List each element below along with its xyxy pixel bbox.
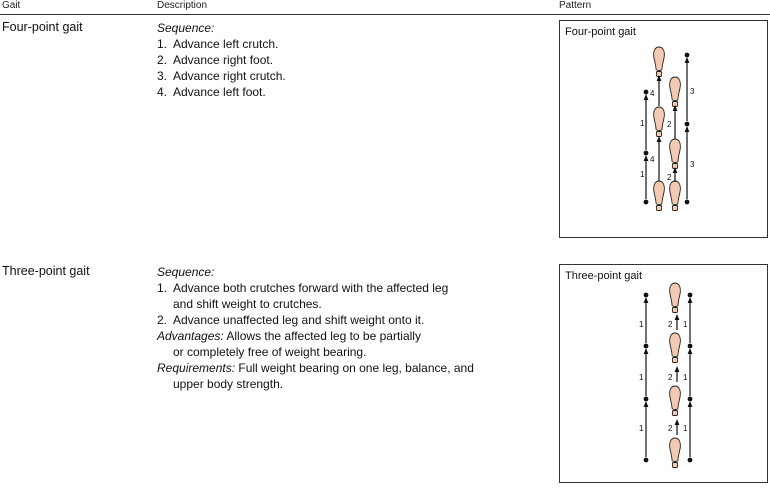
step-label: 2 (667, 173, 672, 182)
four-point-pattern-svg (560, 21, 767, 237)
left-foot-print (654, 107, 665, 137)
crutch-point (688, 458, 693, 463)
right-foot-print (670, 181, 681, 211)
description-four-point (157, 20, 547, 100)
crutch-point (644, 344, 649, 349)
advantages-text: Allows the affected leg to be partially (226, 329, 421, 343)
crutch-point (688, 344, 693, 349)
advantages-block (157, 328, 547, 344)
advantages-label: Advantages: (157, 329, 224, 343)
step-label: 1 (640, 170, 645, 179)
step-label: 1 (683, 320, 688, 329)
step-item (157, 280, 547, 312)
column-header-gait: Gait (2, 0, 21, 11)
gait-name-four-point: Four-point gait (2, 20, 83, 34)
column-header-description: Description (157, 0, 208, 11)
foot-print (670, 386, 681, 416)
sequence-label: Sequence: (157, 21, 215, 35)
step-label: 4 (650, 89, 655, 98)
step-number: 1. (157, 37, 168, 51)
step-item (157, 52, 547, 68)
step-number: 4. (157, 85, 168, 99)
crutch-point (644, 293, 649, 298)
description-three-point (157, 264, 547, 392)
gait-name-three-point: Three-point gait (2, 264, 90, 278)
header-rule (0, 14, 770, 15)
step-label: 4 (650, 155, 655, 164)
step-label: 2 (668, 373, 673, 382)
pattern-diagram-three-point (559, 264, 768, 483)
crutch-point (644, 151, 649, 156)
crutch-point (685, 53, 690, 58)
crutch-point (644, 397, 649, 402)
step-text: Advance unaffected leg and shift weight onto it. (173, 313, 425, 327)
pattern-title: Four-point gait (565, 26, 636, 38)
step-label: 3 (690, 87, 695, 96)
crutch-point (644, 200, 649, 205)
crutch-point (685, 200, 690, 205)
step-label: 1 (683, 373, 688, 382)
step-label: 1 (639, 320, 644, 329)
crutch-point (688, 397, 693, 402)
pattern-diagram-four-point (559, 20, 768, 238)
crutch-point (644, 90, 649, 95)
foot-print (670, 438, 681, 468)
step-label: 2 (668, 320, 673, 329)
step-text: Advance both crutches forward with the affected leg (173, 281, 449, 295)
step-text: Advance left crutch. (173, 37, 279, 51)
requirements-block (157, 360, 547, 376)
crutch-point (685, 122, 690, 127)
left-foot-print (654, 47, 665, 77)
step-text: Advance right crutch. (173, 69, 286, 83)
step-item (157, 68, 547, 84)
three-point-pattern-svg (560, 265, 767, 482)
step-number: 1. (157, 281, 168, 295)
sequence-label: Sequence: (157, 265, 215, 279)
column-header-pattern: Pattern (559, 0, 592, 11)
step-label: 1 (683, 424, 688, 433)
requirements-label: Requirements: (157, 361, 236, 375)
requirements-text: Full weight bearing on one leg, balance, and (238, 361, 474, 375)
pattern-title: Three-point gait (565, 270, 643, 282)
requirements-text-continued: upper body strength. (173, 377, 284, 391)
step-item (157, 36, 547, 52)
crutch-point (688, 293, 693, 298)
advantages-text-continued: or completely free of weight bearing. (173, 345, 367, 359)
step-number: 2. (157, 313, 168, 327)
step-item (157, 312, 547, 328)
step-label: 2 (668, 424, 673, 433)
step-label: 1 (640, 119, 645, 128)
foot-print (670, 283, 681, 313)
step-label: 3 (690, 160, 695, 169)
step-label: 2 (667, 120, 672, 129)
step-text: Advance left foot. (173, 85, 266, 99)
step-text: Advance right foot. (173, 53, 274, 67)
step-label: 1 (639, 424, 644, 433)
step-label: 1 (639, 373, 644, 382)
step-item (157, 84, 547, 100)
foot-print (670, 333, 681, 363)
step-text-continued: and shift weight to crutches. (173, 297, 322, 311)
right-foot-print (670, 77, 681, 107)
crutch-point (644, 458, 649, 463)
right-foot-print (670, 139, 681, 169)
left-foot-print (654, 181, 665, 211)
step-number: 3. (157, 69, 168, 83)
step-number: 2. (157, 53, 168, 67)
